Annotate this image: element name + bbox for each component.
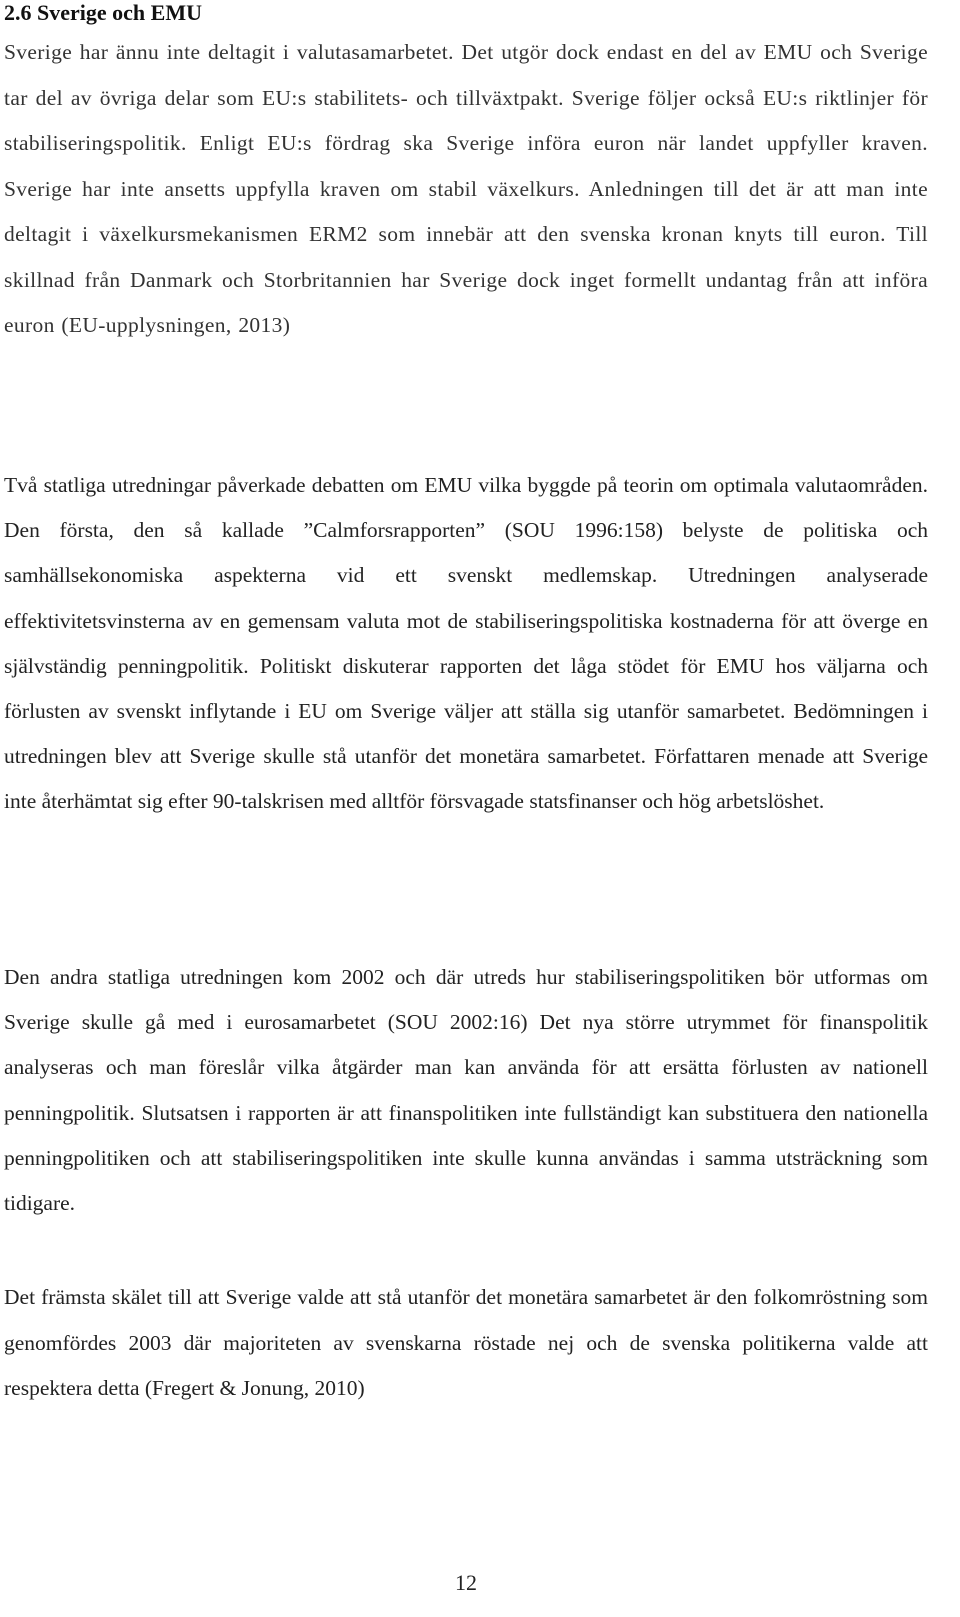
paragraph-sweden-emu-status: Sverige har ännu inte deltagit i valutasamarbetet. Det utgör dock endast en del av EMU och Sverige tar del av övriga delar som EU:s stabilitets- och tillväxtpakt. Sverige följer också EU:s riktlinjer för stabiliseringspolitik. Enligt EU:s fördrag ska Sverige införa euron när landet uppfyller kraven. Sverige har inte ansetts uppfylla kraven om stabil växelkurs. Anledningen till det är att man inte deltagit i växelkursmekanismen ERM2 som innebär att den svenska kronan knyts till euron. Till skillnad från Danmark och Storbritannien har Sverige dock inget formellt undantag från att införa euron (EU-upplysningen, 2013)	[4, 40, 928, 337]
section-heading: 2.6 Sverige och EMU	[4, 0, 202, 25]
paragraph-state-inquiries: Två statliga utredningar påverkade debatten om EMU vilka byggde på teorin om optimala valutaområden. Den första, den så kallade ”Calmforsrapporten” (SOU 1996:158) belyste de politiska och samhällsekonomiska aspekterna vid ett svenskt medlemskap. Utredningen analyserade effektivitetsvinsterna av en gemensam valuta mot de stabiliseringspolitiska kostnaderna för att överge en självständig penningpolitik. Politiskt diskuterar rapporten det låga stödet för EMU hos väljarna och förlusten av svenskt inflytande i EU om Sverige väljer att ställa sig utanför samarbetet. Bedömningen i utredningen blev att Sverige skulle stå utanför det monetära samarbetet. Författaren menade att Sverige inte återhämtat sig efter 90-talskrisen med alltför försvagade statsfinanser och hög arbetslöshet.	[4, 473, 928, 814]
paragraph-referendum: Det främsta skälet till att Sverige valde att stå utanför det monetära samarbetet är den folkomröstning som genomfördes 2003 där majoriteten av svenskarna röstade nej och de svenska politikerna valde att respektera detta (Fregert & Jonung, 2010)	[4, 1285, 928, 1400]
page-number: 12	[455, 1570, 477, 1595]
paragraph-second-inquiry: Den andra statliga utredningen kom 2002 och där utreds hur stabiliseringspolitiken bör utformas om Sverige skulle gå med i eurosamarbetet (SOU 2002:16) Det nya större utrymmet för finanspolitik analyseras och man föreslår vilka åtgärder man kan använda för att ersätta förlusten av nationell penningpolitik. Slutsatsen i rapporten är att finanspolitiken inte fullständigt kan substituera den nationella penningpolitiken och att stabiliseringspolitiken inte skulle kunna användas i samma utsträckning som tidigare.	[4, 965, 928, 1216]
